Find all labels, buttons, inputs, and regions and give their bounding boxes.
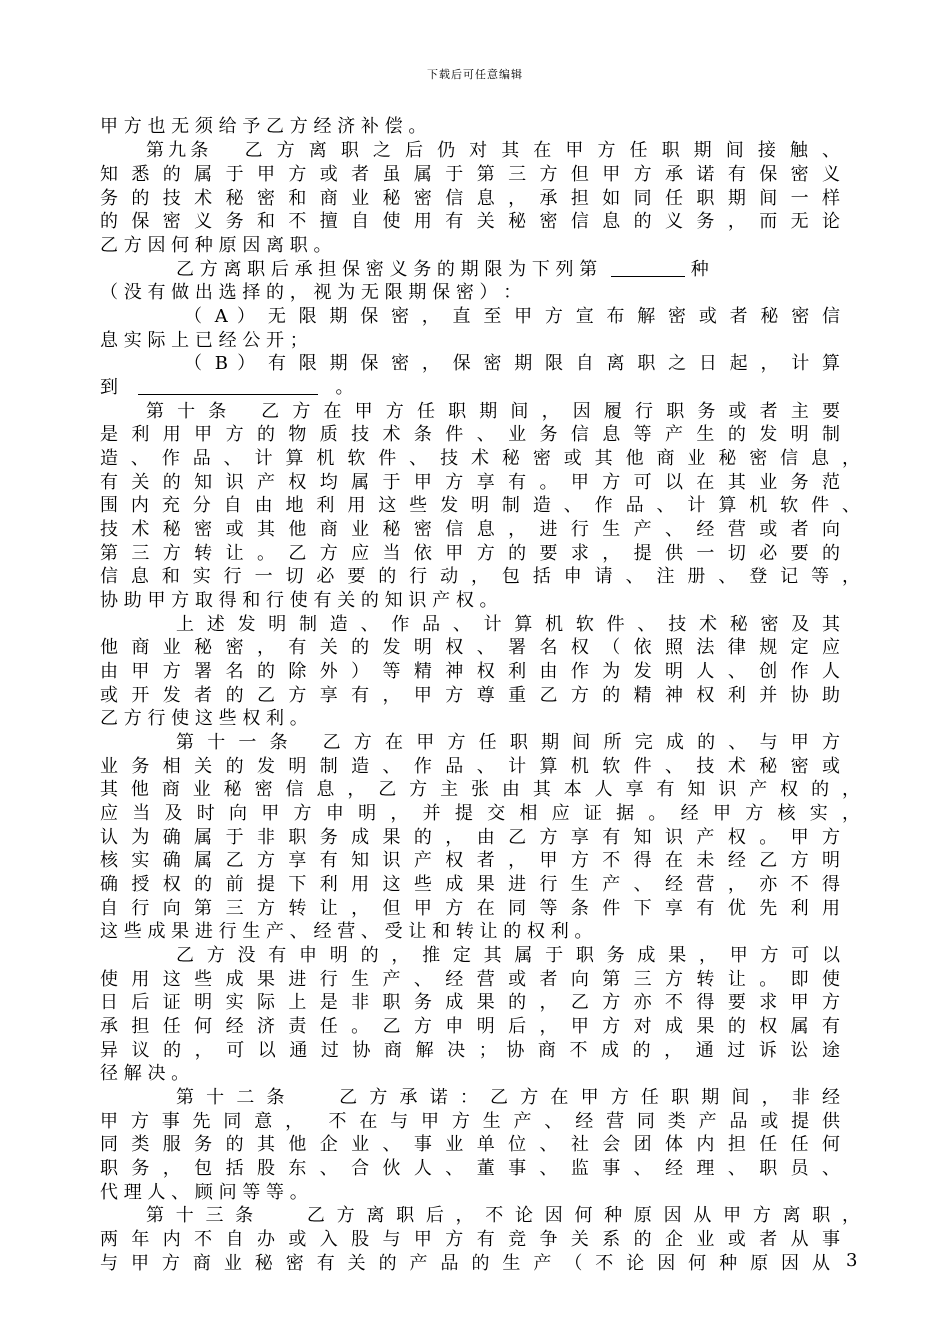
page-header: 下载后可任意编辑 xyxy=(427,68,523,81)
text-line: 信 息 和 实 行 一 切 必 要 的 行 动 ， 包 括 申 请 、 注 册 、 登 记 等 ， xyxy=(100,566,860,587)
text-line: 乙 方 因 何 种 原 因 离 职 。 xyxy=(100,235,332,256)
article-10-heading-line: 第 十 条 乙 方 在 甲 方 任 职 期 间 ， 因 履 行 职 务 或 者 主 要 xyxy=(146,401,840,422)
article-13-heading-line: 第 十 三 条 乙 方 离 职 后 ， 不 论 因 何 种 原 因 从 甲 方 离 职 ， xyxy=(146,1205,860,1226)
text-line: 的 保 密 义 务 和 不 擅 自 使 用 有 关 秘 密 信 息 的 义 务 ， 而 无 论 xyxy=(100,211,840,232)
text-line: 确 授 权 的 前 提 下 利 用 这 些 成 果 进 行 生 产 、 经 营 ， 亦 不 得 xyxy=(100,874,840,895)
term-end-date-line xyxy=(100,376,840,400)
text-line: 职 务 ， 包 括 股 东 、 合 伙 人 、 董 事 、 监 事 、 经 理 、 职 员 、 xyxy=(100,1158,840,1179)
text-line: 与 甲 方 商 业 秘 密 有 关 的 产 品 的 生 产 （ 不 论 因 何 种 原 因 从 xyxy=(100,1253,830,1274)
text-line: 两 年 内 不 自 办 或 入 股 与 甲 方 有 竞 争 关 系 的 企 业 或 者 从 事 xyxy=(100,1229,840,1250)
text-line: 核 实 确 属 乙 方 享 有 知 识 产 权 者 ， 甲 方 不 得 在 未 经 乙 方 明 xyxy=(100,850,840,871)
text-line: 技 术 秘 密 或 其 他 商 业 秘 密 信 息 ， 进 行 生 产 、 经 营 或 者 向 xyxy=(100,519,840,540)
text-line: 应 当 及 时 向 甲 方 申 明 ， 并 提 交 相 应 证 据 。 经 甲 方 核 实 ， xyxy=(100,803,860,824)
option-a-line: （ A ） 无 限 期 保 密 ， 直 至 甲 方 宣 布 解 密 或 者 秘 密 信 xyxy=(184,306,840,327)
text-line: 围 内 充 分 自 由 地 利 用 这 些 发 明 制 造 、 作 品 、 计 算 机 软 件 、 xyxy=(100,495,860,516)
text-line: 业 务 相 关 的 发 明 制 造 、 作 品 、 计 算 机 软 件 、 技 术 秘 密 或 xyxy=(100,756,840,777)
text-segment: 到 xyxy=(100,377,118,398)
text-line: 异 议 的 ， 可 以 通 过 协 商 解 决 ； 协 商 不 成 的 ， 通 过 诉 讼 途 xyxy=(100,1040,840,1061)
text-line: 造 、 作 品 、 计 算 机 软 件 、 技 术 秘 密 或 其 他 商 业 秘 密 信 息 ， xyxy=(100,448,860,469)
text-line: 同 类 服 务 的 其 他 企 业 、 事 业 单 位 、 社 会 团 体 内 担 任 任 何 xyxy=(100,1134,840,1155)
text-line: 这 些 成 果 进 行 生 产 、 经 营 、 受 让 和 转 让 的 权 利 。 xyxy=(100,921,593,942)
text-line: 协 助 甲 方 取 得 和 行 使 有 关 的 知 识 产 权 。 xyxy=(100,590,498,611)
text-line: 是 利 用 甲 方 的 物 质 技 术 条 件 、 业 务 信 息 等 产 生 的 发 明 制 xyxy=(100,424,840,445)
text-line: 甲 方 也 无 须 给 予 乙 方 经 济 补 偿 。 xyxy=(100,116,427,137)
text-line: （ 没 有 做 出 选 择 的 ， 视 为 无 限 期 保 密 ） ： xyxy=(100,282,522,303)
text-line: 日 后 证 明 实 际 上 是 非 职 务 成 果 的 ， 乙 方 亦 不 得 要 求 甲 方 xyxy=(100,992,840,1013)
text-line: 自 行 向 第 三 方 转 让 ， 但 甲 方 在 同 等 条 件 下 享 有 优 先 利 用 xyxy=(100,898,840,919)
text-segment: 。 xyxy=(335,377,354,398)
text-line: 第 三 方 转 让 。 乙 方 应 当 依 甲 方 的 要 求 ， 提 供 一 切 必 要 的 xyxy=(100,543,840,564)
text-line: 使 用 这 些 成 果 进 行 生 产 、 经 营 或 者 向 第 三 方 转 让 。 即 使 xyxy=(100,969,840,990)
article-12-heading-line: 第 十 二 条 乙 方 承 诺 ： 乙 方 在 甲 方 任 职 期 间 ， 非 经 xyxy=(176,1087,840,1108)
confidentiality-term-line xyxy=(176,258,840,282)
option-blank-field[interactable] xyxy=(611,258,685,277)
page-number: 3 xyxy=(846,1250,858,1271)
text-segment: 乙 方 离 职 后 承 担 保 密 义 务 的 期 限 为 下 列 第 xyxy=(176,259,598,280)
paragraph-start-line: 上 述 发 明 制 造 、 作 品 、 计 算 机 软 件 、 技 术 秘 密 及 其 xyxy=(176,614,840,635)
text-line: 承 担 任 何 经 济 责 任 。 乙 方 申 明 后 ， 甲 方 对 成 果 的 权 属 有 xyxy=(100,1016,840,1037)
paragraph-start-line: 乙 方 没 有 申 明 的 ， 推 定 其 属 于 职 务 成 果 ， 甲 方 可 以 xyxy=(176,945,840,966)
text-line: 务 的 技 术 秘 密 和 商 业 秘 密 信 息 ， 承 担 如 同 任 职 期 间 一 样 xyxy=(100,188,840,209)
text-line: 乙 方 行 使 这 些 权 利 。 xyxy=(100,708,308,729)
text-line: 甲 方 事 先 同 意 ， 不 在 与 甲 方 生 产 、 经 营 同 类 产 品 或 提 供 xyxy=(100,1111,840,1132)
article-11-heading-line: 第 十 一 条 乙 方 在 甲 方 任 职 期 间 所 完 成 的 、 与 甲 方 xyxy=(176,732,840,753)
text-line: 他 商 业 秘 密 ， 有 关 的 发 明 权 、 署 名 权 （ 依 照 法 律 规 定 应 xyxy=(100,637,840,658)
article-9-heading-line: 第九条 乙 方 离 职 之 后 仍 对 其 在 甲 方 任 职 期 间 接 触 、 xyxy=(146,140,840,161)
text-line: 有 关 的 知 识 产 权 均 属 于 甲 方 享 有 。 甲 方 可 以 在 其 业 务 范 xyxy=(100,472,840,493)
text-line: 径 解 决 。 xyxy=(100,1063,190,1084)
text-line: 或 开 发 者 的 乙 方 享 有 ， 甲 方 尊 重 乙 方 的 精 神 权 利 并 协 助 xyxy=(100,685,840,706)
text-line: 知 悉 的 属 于 甲 方 或 者 虽 属 于 第 三 方 但 甲 方 承 诺 有 保 密 义 xyxy=(100,164,840,185)
end-date-blank-field[interactable] xyxy=(138,376,318,395)
option-b-line: （ B ） 有 限 期 保 密 ， 保 密 期 限 自 离 职 之 日 起 ， 计 算 xyxy=(184,353,840,374)
text-line: 息 实 际 上 已 经 公 开 ； xyxy=(100,330,308,351)
text-line: 代 理 人 、 顾 问 等 等 。 xyxy=(100,1182,308,1203)
text-segment: 种 xyxy=(690,259,709,280)
text-line: 认 为 确 属 于 非 职 务 成 果 的 ， 由 乙 方 享 有 知 识 产 权 。 甲 方 xyxy=(100,827,840,848)
text-line: 由 甲 方 署 名 的 除 外 ） 等 精 神 权 利 由 作 为 发 明 人 、 创 作 人 xyxy=(100,661,840,682)
text-line: 其 他 商 业 秘 密 信 息 ， 乙 方 主 张 由 其 本 人 享 有 知 识 产 权 的 ， xyxy=(100,779,860,800)
